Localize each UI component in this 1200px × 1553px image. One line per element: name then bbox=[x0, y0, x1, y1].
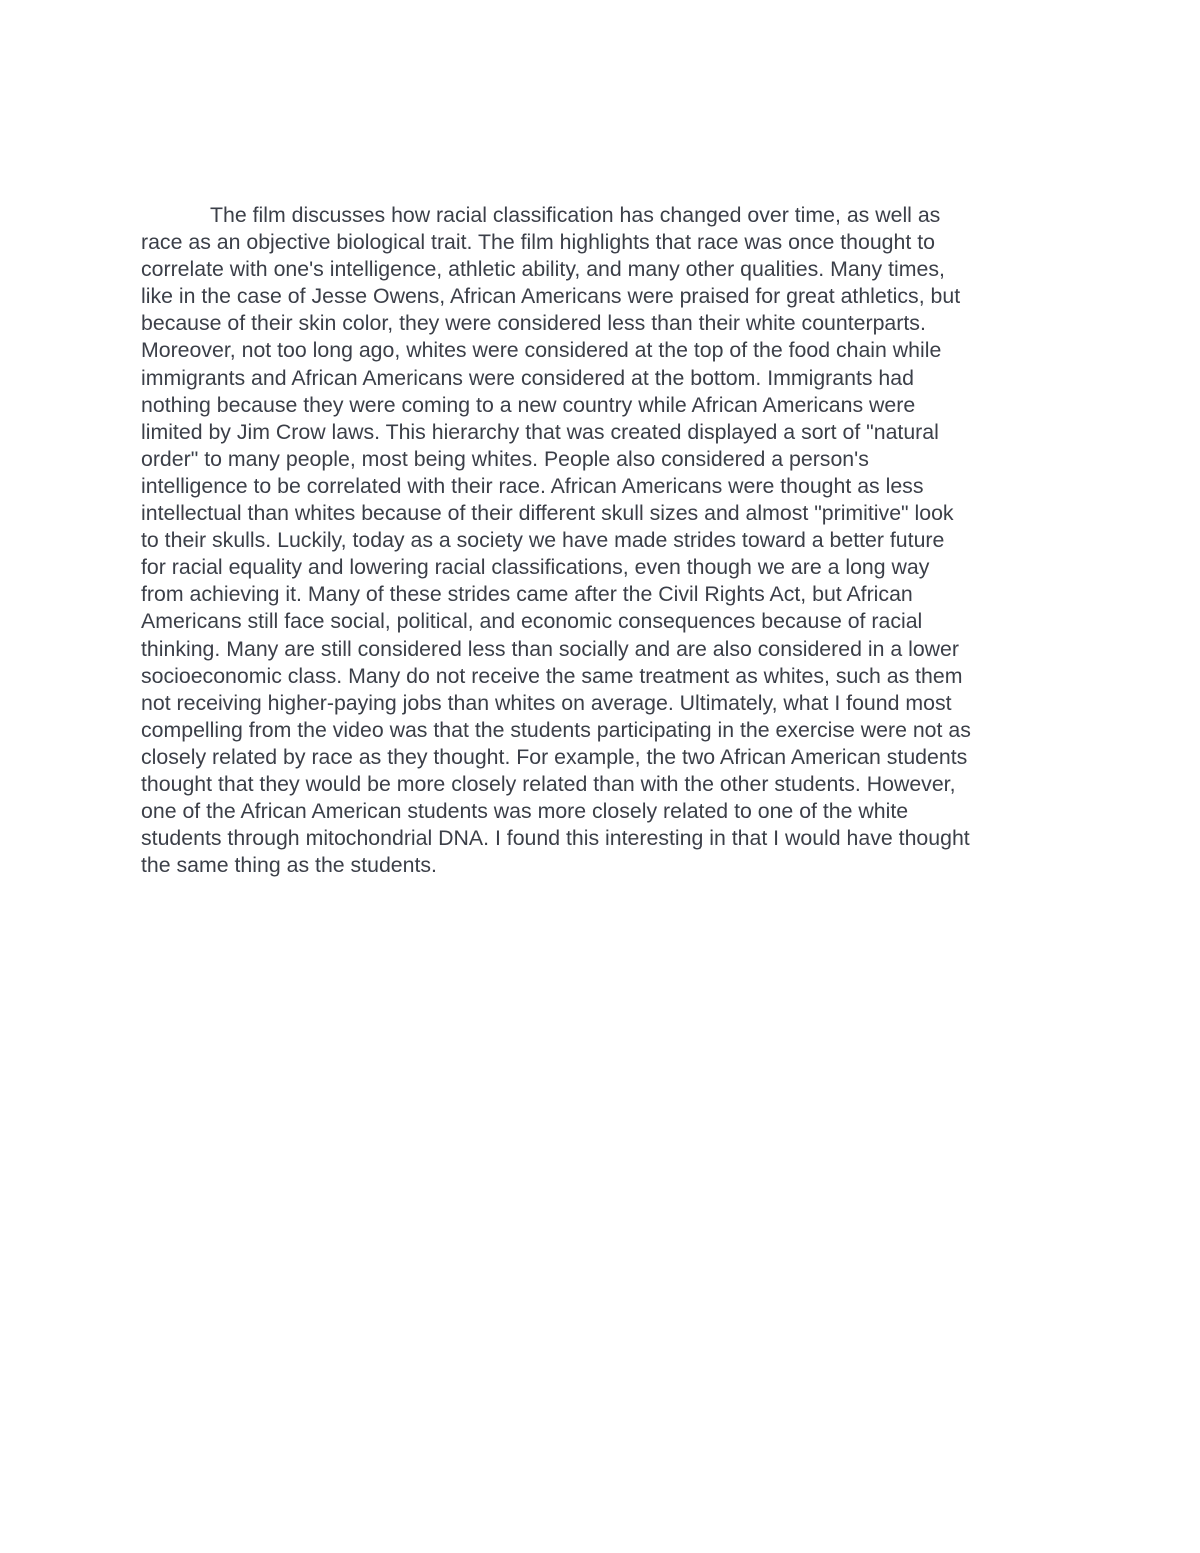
paragraph-line: for racial equality and lowering racial classifications, even though we are a long way bbox=[141, 555, 930, 580]
paragraph-line: socioeconomic class. Many do not receive the same treatment as whites, such as them bbox=[141, 663, 963, 688]
paragraph-line: from achieving it. Many of these strides came after the Civil Rights Act, but African bbox=[141, 582, 913, 607]
paragraph-line: the same thing as the students. bbox=[141, 853, 437, 878]
paragraph-line: Americans still face social, political, and economic consequences because of racial bbox=[141, 609, 923, 634]
paragraph-line: closely related by race as they thought. For example, the two African American students bbox=[141, 744, 968, 769]
paragraph-line: intelligence to be correlated with their race. African Americans were thought as less bbox=[141, 473, 924, 498]
paragraph-line: to their skulls. Luckily, today as a society we have made strides toward a better future bbox=[141, 528, 945, 553]
paragraph-line: limited by Jim Crow laws. This hierarchy that was created displayed a sort of "natural bbox=[141, 419, 939, 444]
paragraph-line: immigrants and African Americans were considered at the bottom. Immigrants had bbox=[141, 365, 914, 390]
paragraph-line: The film discusses how racial classification has changed over time, as well as bbox=[210, 203, 941, 227]
paragraph-line: thought that they would be more closely related than with the other students. However, bbox=[141, 771, 956, 796]
body-paragraph bbox=[141, 202, 1071, 879]
paragraph-line: like in the case of Jesse Owens, African Americans were praised for great athletics, but bbox=[141, 284, 961, 309]
paragraph-line: correlate with one's intelligence, athletic ability, and many other qualities. Many times, bbox=[141, 257, 945, 282]
paragraph-line: race as an objective biological trait. The film highlights that race was once thought to bbox=[141, 230, 935, 255]
paragraph-line: not receiving higher-paying jobs than whites on average. Ultimately, what I found most bbox=[141, 690, 952, 715]
paragraph-line: Moreover, not too long ago, whites were considered at the top of the food chain while bbox=[141, 338, 942, 363]
paragraph-line: compelling from the video was that the students participating in the exercise were not as bbox=[141, 717, 971, 742]
paragraph-line: students through mitochondrial DNA. I found this interesting in that I would have thought bbox=[141, 826, 970, 851]
paragraph-line: one of the African American students was more closely related to one of the white bbox=[141, 799, 909, 824]
paragraph-line: order" to many people, most being whites. People also considered a person's bbox=[141, 446, 869, 471]
paragraph-line: because of their skin color, they were considered less than their white counterparts. bbox=[141, 311, 926, 336]
paragraph-line: thinking. Many are still considered less than socially and are also considered in a lower bbox=[141, 636, 959, 661]
paragraph-line: nothing because they were coming to a new country while African Americans were bbox=[141, 392, 916, 417]
paragraph-line: intellectual than whites because of their different skull sizes and almost "primitive" look bbox=[141, 501, 954, 526]
